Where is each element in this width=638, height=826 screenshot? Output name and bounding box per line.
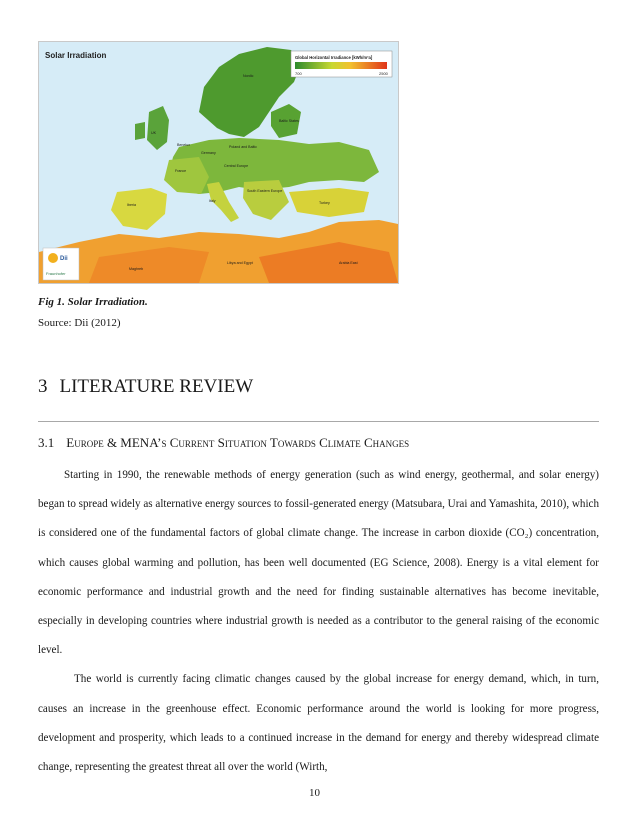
label-turkey: Turkey xyxy=(319,201,330,205)
dii-logo-icon xyxy=(48,253,58,263)
paragraph-1: Starting in 1990, the renewable methods of energy generation (such as wind energy, geothermal, and solar energy) began to spread widely as alternative energy sources to fossil-generated energy (Matsubara, Urai and Yamashita, 2010), which is considered one of the fundamental factors of global climate change. The increase in carbon dioxide (CO₂) concentration, which causes global warming and pollution, has been well documented (EG Science, 2008). Energy is a vital element for economic performance and industrial growth and the need for finding sustainable alternatives has become inevitable, especially in developing countries where industrial growth is needed as a contributor to the general raising of the economic level. xyxy=(38,469,599,657)
label-central-europe: Central Europe xyxy=(224,164,249,168)
label-libya-egypt: Libya and Egypt xyxy=(227,261,253,265)
legend-title: Global Horizontal Irradiance [kWh/m²a] xyxy=(295,55,373,60)
section-divider xyxy=(38,421,599,422)
body-text xyxy=(38,461,599,782)
label-benelux: Benelux xyxy=(177,143,190,147)
map-title: Solar Irradiation xyxy=(45,51,107,60)
label-germany: Germany xyxy=(201,151,216,155)
subsection-title: Europe & MENA’s Current Situation Towards Climate Changes xyxy=(66,435,410,450)
label-south-eastern-europe: South Eastern Europe xyxy=(247,189,283,193)
label-nordic: Nordic xyxy=(243,74,254,78)
label-france: France xyxy=(175,169,187,173)
paragraph-2: The world is currently facing climatic changes caused by the global increase for energy demand, which, in turn, causes an increase in the greenhouse effect. Economic performance around the world is looking for more progress, development and prosperity, which leads to a continued increase in the demand for energy and thereby widespread climate change, representing the greatest threat all over the world (Wirth, xyxy=(38,673,599,774)
section-title: LITERATURE REVIEW xyxy=(59,376,254,397)
label-arabia-east: Arabia East xyxy=(339,261,358,265)
figure-source: Source: Dii (2012) xyxy=(38,317,121,329)
subsection-heading xyxy=(38,435,409,451)
legend-gradient xyxy=(295,62,387,69)
dii-logo-text: Dii xyxy=(60,256,68,262)
legend-max: 2500 xyxy=(379,71,388,76)
label-maghreb: Maghreb xyxy=(129,267,144,271)
legend-min: 700 xyxy=(295,71,302,76)
region-ireland xyxy=(135,122,145,140)
solar-irradiation-map xyxy=(38,41,399,284)
label-iberia: Iberia xyxy=(127,203,136,207)
label-baltic-states: Baltic States xyxy=(279,119,299,123)
section-heading xyxy=(38,376,253,398)
map-graphic xyxy=(39,42,398,283)
subsection-number: 3.1 xyxy=(38,435,55,450)
section-number: 3 xyxy=(38,376,48,397)
fraunhofer-logo-text: Fraunhofer xyxy=(46,271,66,276)
label-poland: Poland and Baltic xyxy=(229,145,257,149)
label-italy: Italy xyxy=(209,199,216,203)
figure-caption: Fig 1. Solar Irradiation. xyxy=(38,296,148,308)
page-number: 10 xyxy=(309,787,320,799)
label-uk: UK xyxy=(151,131,156,135)
